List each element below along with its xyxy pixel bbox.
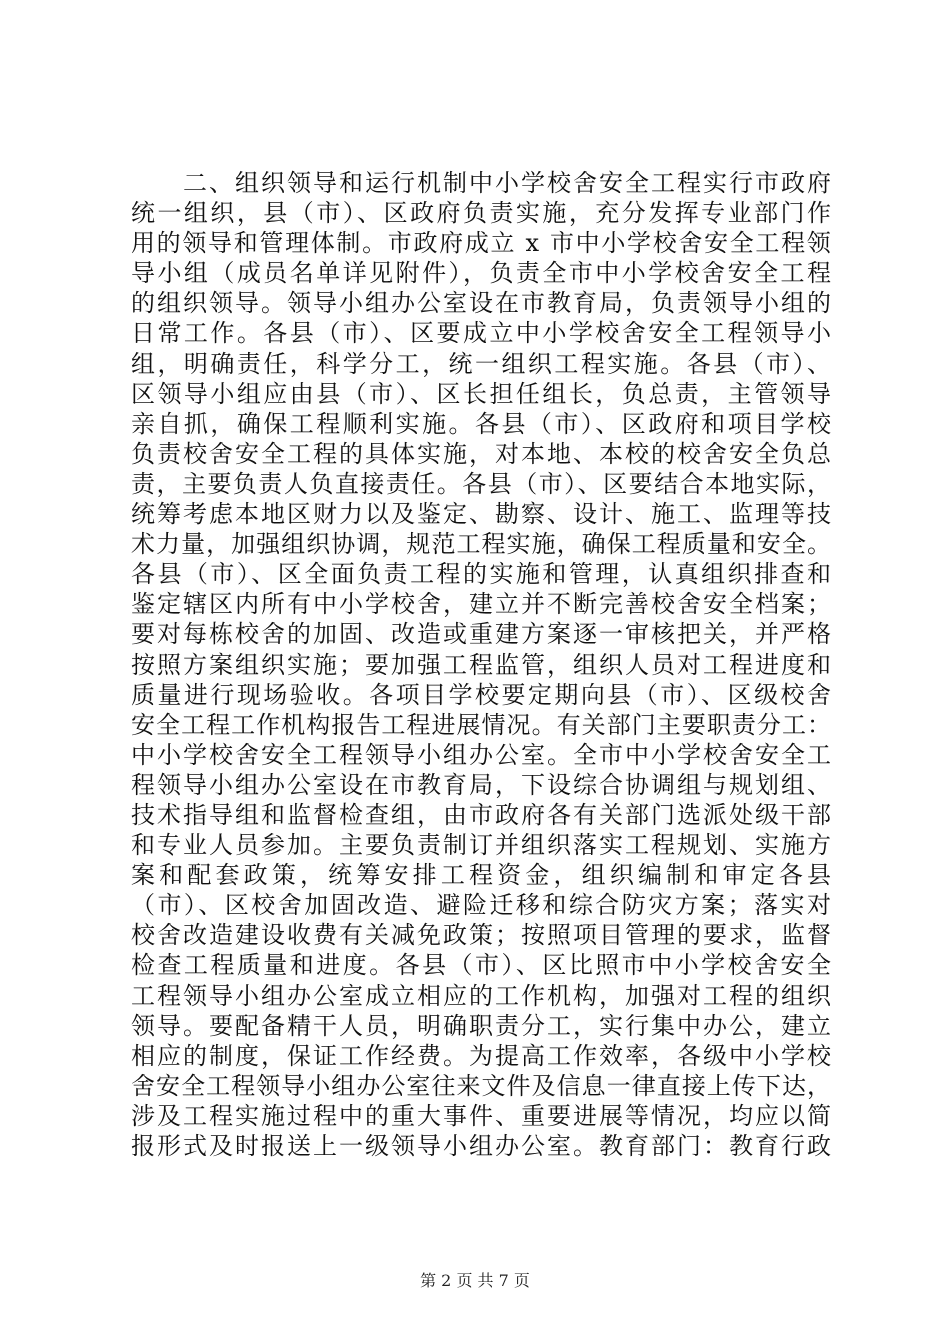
text-line: 案和配套政策，统筹安排工程资金，组织编制和审定各县 — [131, 861, 836, 890]
text-line: 报形式及时报送上一级领导小组办公室。教育部门：教育行政 — [131, 1132, 833, 1160]
text-line: 组，明确责任，科学分工，统一组织工程实施。各县（市）、 — [131, 349, 834, 378]
text-line: 工程领导小组办公室成立相应的工作机构，加强对工程的组织 — [131, 981, 833, 1010]
text-line: 用的领导和管理体制。市政府成立 x 市中小学校舍安全工程领 — [131, 229, 833, 258]
text-line: 中小学校舍安全工程领导小组办公室。全市中小学校舍安全工 — [131, 740, 833, 769]
text-line: 统一组织，县（市）、区政府负责实施，充分发挥专业部门作 — [131, 199, 834, 228]
text-line: 责，主要负责人负直接责任。各县（市）、区要结合本地实际， — [131, 469, 833, 498]
text-line: 导小组（成员名单详见附件），负责全市中小学校舍安全工程 — [131, 259, 834, 288]
page-number-label: 第 2 页 共 7 页 — [420, 1271, 530, 1290]
text-line: 术力量，加强组织协调，规范工程实施，确保工程质量和安全。 — [131, 530, 833, 559]
text-line: 领导。要配备精干人员，明确职责分工，实行集中办公，建立 — [131, 1011, 833, 1040]
text-line: 相应的制度，保证工作经费。为提高工作效率，各级中小学校 — [131, 1041, 833, 1070]
text-line: 鉴定辖区内所有中小学校舍，建立并不断完善校舍安全档案； — [131, 590, 833, 619]
text-line: 亲自抓，确保工程顺利实施。各县（市）、区政府和项目学校 — [131, 409, 834, 438]
text-line: 程领导小组办公室设在市教育局，下设综合协调组与规划组、 — [131, 770, 833, 799]
text-line: 区领导小组应由县（市）、区长担任组长，负总责，主管领导 — [131, 379, 834, 408]
text-line: 按照方案组织实施；要加强工程监管，组织人员对工程进度和 — [131, 650, 833, 679]
text-line: 的组织领导。领导小组办公室设在市教育局，负责领导小组的 — [131, 289, 833, 318]
text-line: 校舍改造建设收费有关减免政策；按照项目管理的要求，监督 — [131, 921, 833, 950]
text-line: 要对每栋校舍的加固、改造或重建方案逐一审核把关，并严格 — [131, 620, 833, 649]
text-line: 安全工程工作机构报告工程进展情况。有关部门主要职责分工： — [131, 710, 833, 739]
text-line: 统筹考虑本地区财力以及鉴定、勘察、设计、施工、监理等技 — [131, 500, 833, 529]
text-line: 技术指导组和监督检查组，由市政府各有关部门选派处级干部 — [131, 800, 833, 829]
text-line: 和专业人员参加。主要负责制订并组织落实工程规划、实施方 — [131, 831, 833, 860]
text-line: （市）、区校舍加固改造、避险迁移和综合防灾方案；落实对 — [131, 891, 834, 920]
text-line: 各县（市）、区全面负责工程的实施和管理，认真组织排查和 — [131, 560, 834, 589]
text-line: 涉及工程实施过程中的重大事件、重要进展等情况，均应以简 — [131, 1101, 833, 1130]
text-line: 日常工作。各县（市）、区要成立中小学校舍安全工程领导小 — [131, 319, 834, 348]
text-line: 二、组织领导和运行机制中小学校舍安全工程实行市政府 — [131, 169, 833, 197]
text-line: 负责校舍安全工程的具体实施，对本地、本校的校舍安全负总 — [131, 439, 833, 468]
text-line: 质量进行现场验收。各项目学校要定期向县（市）、区级校舍 — [131, 680, 834, 709]
text-line: 舍安全工程领导小组办公室往来文件及信息一律直接上传下达， — [131, 1071, 833, 1100]
body-paragraph — [131, 168, 836, 1161]
page-footer — [0, 1268, 950, 1291]
text-line: 检查工程质量和进度。各县（市）、区比照市中小学校舍安全 — [131, 951, 834, 980]
